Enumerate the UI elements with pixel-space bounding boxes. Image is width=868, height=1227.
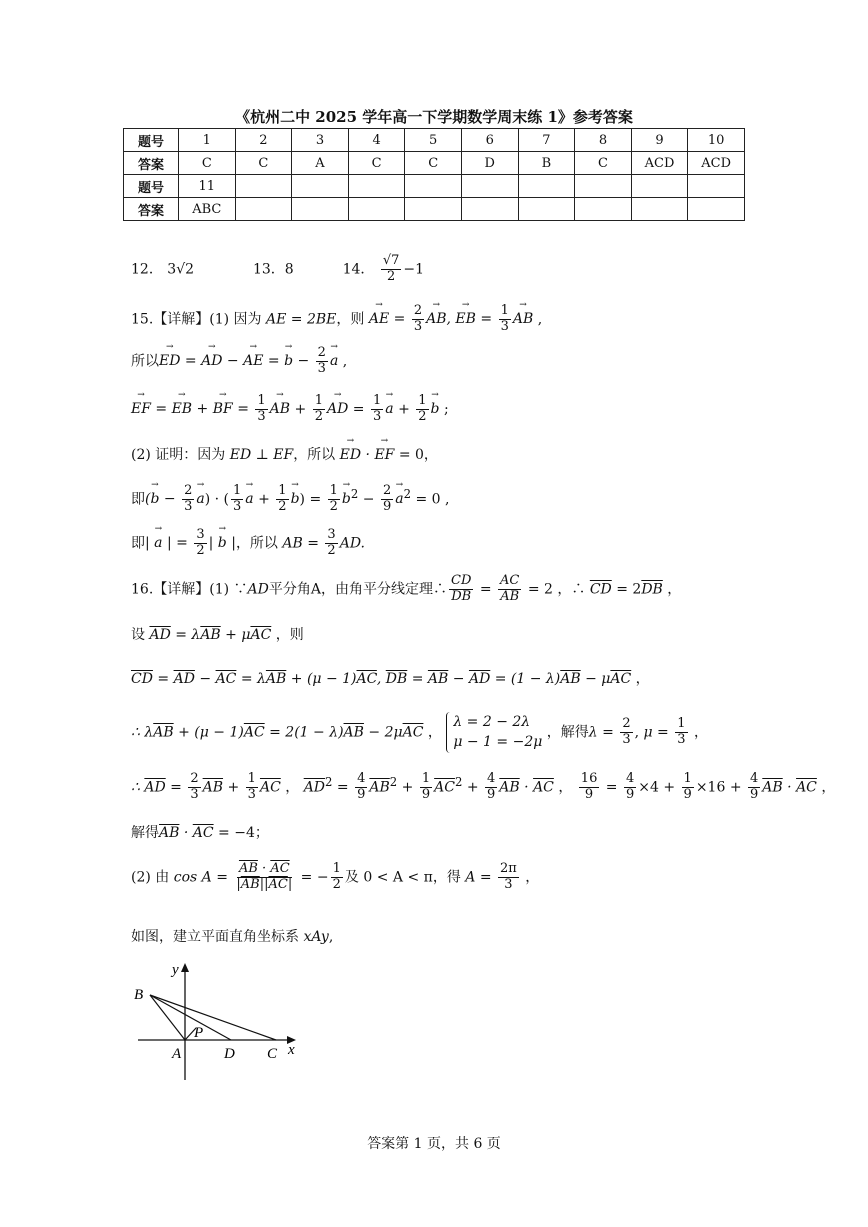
label-a: A — [172, 1046, 182, 1062]
table-cell: C — [575, 152, 632, 175]
q12-answer: 3√2 — [167, 261, 195, 278]
q14-fraction: $\frac{√7}{2}$ — [382, 253, 400, 284]
table-cell: C — [405, 152, 462, 175]
table-cell — [405, 175, 462, 198]
table-cell: 8 — [575, 129, 632, 152]
table-cell — [405, 198, 462, 221]
table-cell: 3 — [292, 129, 349, 152]
table-cell — [348, 175, 405, 198]
q16-line1: 16.【详解】(1) ∵AD平分角A，由角平分线定理∴ $\frac{CD}{DB}$ = $\frac{AC}{AB}$ = 2 ，∴ $\overline{CD} = 2\overline{DB}$ ， — [131, 573, 682, 604]
q13-answer: 13．8 — [252, 261, 294, 278]
coordinate-figure — [128, 955, 308, 1085]
q16-line4: ∴ $\lambda\overline{AB} + (\mu - 1)\overline{AC} = 2(1 - \lambda)\overline{AB} - 2\mu\overline{AC}$ ， λ = 2 − 2λ μ − 1 = −2μ ，解得λ = $\frac{2}{3}$ , μ = $\frac{1}{3}$ ， — [131, 712, 708, 753]
answer-table — [123, 128, 745, 221]
table-cell: 10 — [688, 129, 745, 152]
label-c: C — [267, 1046, 278, 1062]
label-d: D — [224, 1046, 235, 1062]
table-row — [124, 198, 745, 221]
q16-line6: 解得$\overline{AB} \cdot \overline{AC} = -4$； — [131, 825, 269, 841]
table-cell: ABC — [179, 198, 236, 221]
table-cell — [292, 175, 349, 198]
table-cell — [688, 198, 745, 221]
label-b: B — [134, 987, 144, 1003]
table-row — [124, 175, 745, 198]
row-header-answer: 答案 — [124, 198, 179, 221]
q15-line2: 所以→ ED = → AD − → AE = → b − $\frac{2}{3}$ → a , — [131, 346, 347, 377]
table-cell: 6 — [461, 129, 518, 152]
table-cell — [575, 175, 632, 198]
table-cell — [518, 198, 575, 221]
q16-line2: 设 $\overline{AD} = \lambda\overline{AB} + \mu\overline{AC}$ ，则 — [131, 627, 304, 643]
table-cell — [348, 198, 405, 221]
segment-bc — [150, 995, 276, 1040]
y-axis-arrow — [181, 963, 189, 972]
table-cell: D — [461, 152, 518, 175]
page-footer: 答案第 1 页，共 6 页 — [367, 1136, 501, 1152]
row-header-question: 题号 — [124, 175, 179, 198]
q16-line5: ∴ $\overline{AD}$ = $\frac{2}{3}$ $\overline{AB}$ + $\frac{1}{3}$ $\overline{AC}$ ， $\overline{AD}^2$ = $\frac{4}{9}$ $\overline{AB}^2$ + $\frac{1}{9}$ $\overline{AC}^2$ + $\frac{4}{9}$ $\overline{AB} \cdot \overline{AC}$ ， $\frac{16}{9}$ = $\frac{4}{9}$ ×4 + $\frac{1}{9}$ ×16 + $\frac{4}{9}$ $\overline{AB} \cdot \overline{AC}$ ， — [131, 771, 836, 802]
table-cell — [631, 175, 688, 198]
table-cell — [688, 175, 745, 198]
q16-line3: $\overline{CD} = \overline{AD} - \overline{AC} = \lambda\overline{AB} + (\mu - 1)\overline{AC}$, $\overline{DB} = \overline{AB} - \overline{AD} = (1 - \lambda)\overline{AB} - \mu\overline{AC}$ ， — [131, 671, 650, 687]
table-cell: 9 — [631, 129, 688, 152]
table-cell — [292, 198, 349, 221]
table-cell — [235, 198, 292, 221]
q14-label: 14． — [342, 261, 375, 278]
q14-tail: −1 — [403, 261, 425, 278]
table-row — [124, 129, 745, 152]
table-cell: C — [348, 152, 405, 175]
table-cell: 5 — [405, 129, 462, 152]
table-cell — [461, 175, 518, 198]
q15-line1: 15.【详解】(1) 因为 AE = 2BE，则 → AE = $\frac{2}{3}$ → AB, → EB = $\frac{1}{3}$ → AB , — [131, 304, 542, 335]
table-cell: 2 — [235, 129, 292, 152]
q15-line4: (2) 证明：因为 ED ⊥ EF，所以 → ED · → EF = 0， — [131, 444, 438, 464]
q15-line5: 即(→ b − $\frac{2}{3}$ → a) · ( $\frac{1}{3}$ → a + $\frac{1}{2}$ → b) = $\frac{1}{2}$ → $b^2$ − $\frac{2}{9}$ → $a^2 = 0$ , — [131, 484, 449, 515]
label-x: x — [288, 1042, 295, 1058]
table-cell: 1 — [179, 129, 236, 152]
table-cell — [518, 175, 575, 198]
table-cell: B — [518, 152, 575, 175]
row-header-question: 题号 — [124, 129, 179, 152]
table-cell: A — [292, 152, 349, 175]
table-cell — [631, 198, 688, 221]
q16-line8: 如图，建立平面直角坐标系 xAy, — [131, 929, 334, 945]
table-cell: 11 — [179, 175, 236, 198]
table-cell: 4 — [348, 129, 405, 152]
table-cell: ACD — [688, 152, 745, 175]
q12-label: 12． — [131, 261, 163, 278]
short-answers — [131, 254, 424, 285]
table-cell: C — [235, 152, 292, 175]
table-cell — [461, 198, 518, 221]
label-p: P — [194, 1025, 204, 1041]
table-cell: 7 — [518, 129, 575, 152]
row-header-answer: 答案 — [124, 152, 179, 175]
label-y: y — [172, 962, 179, 978]
q15-line6: 即| → a | = $\frac{3}{2}$ | → b |，所以 AB = $\frac{3}{2}$ AD. — [131, 528, 365, 559]
table-cell — [575, 198, 632, 221]
table-cell: ACD — [631, 152, 688, 175]
q15-line3: → EF = → EB + → BF = $\frac{1}{3}$ → AB + $\frac{1}{2}$ → AD = $\frac{1}{3}$ → a + $\frac{1}{2}$ → b ; — [131, 394, 449, 425]
document-title: 《杭州二中 2025 学年高一下学期数学周末练 1》参考答案 — [235, 108, 633, 126]
q16-line7: (2) 由 cos A = $\frac{\overline{AB} \cdot \overline{AC}}{|\overline{AB}||\overline{AC}|}$ = − $\frac{1}{2}$ 及 0 < A < π，得 A = $\frac{2\pi}{3}$ ， — [131, 861, 540, 892]
table-cell: C — [179, 152, 236, 175]
table-cell — [235, 175, 292, 198]
table-row — [124, 152, 745, 175]
